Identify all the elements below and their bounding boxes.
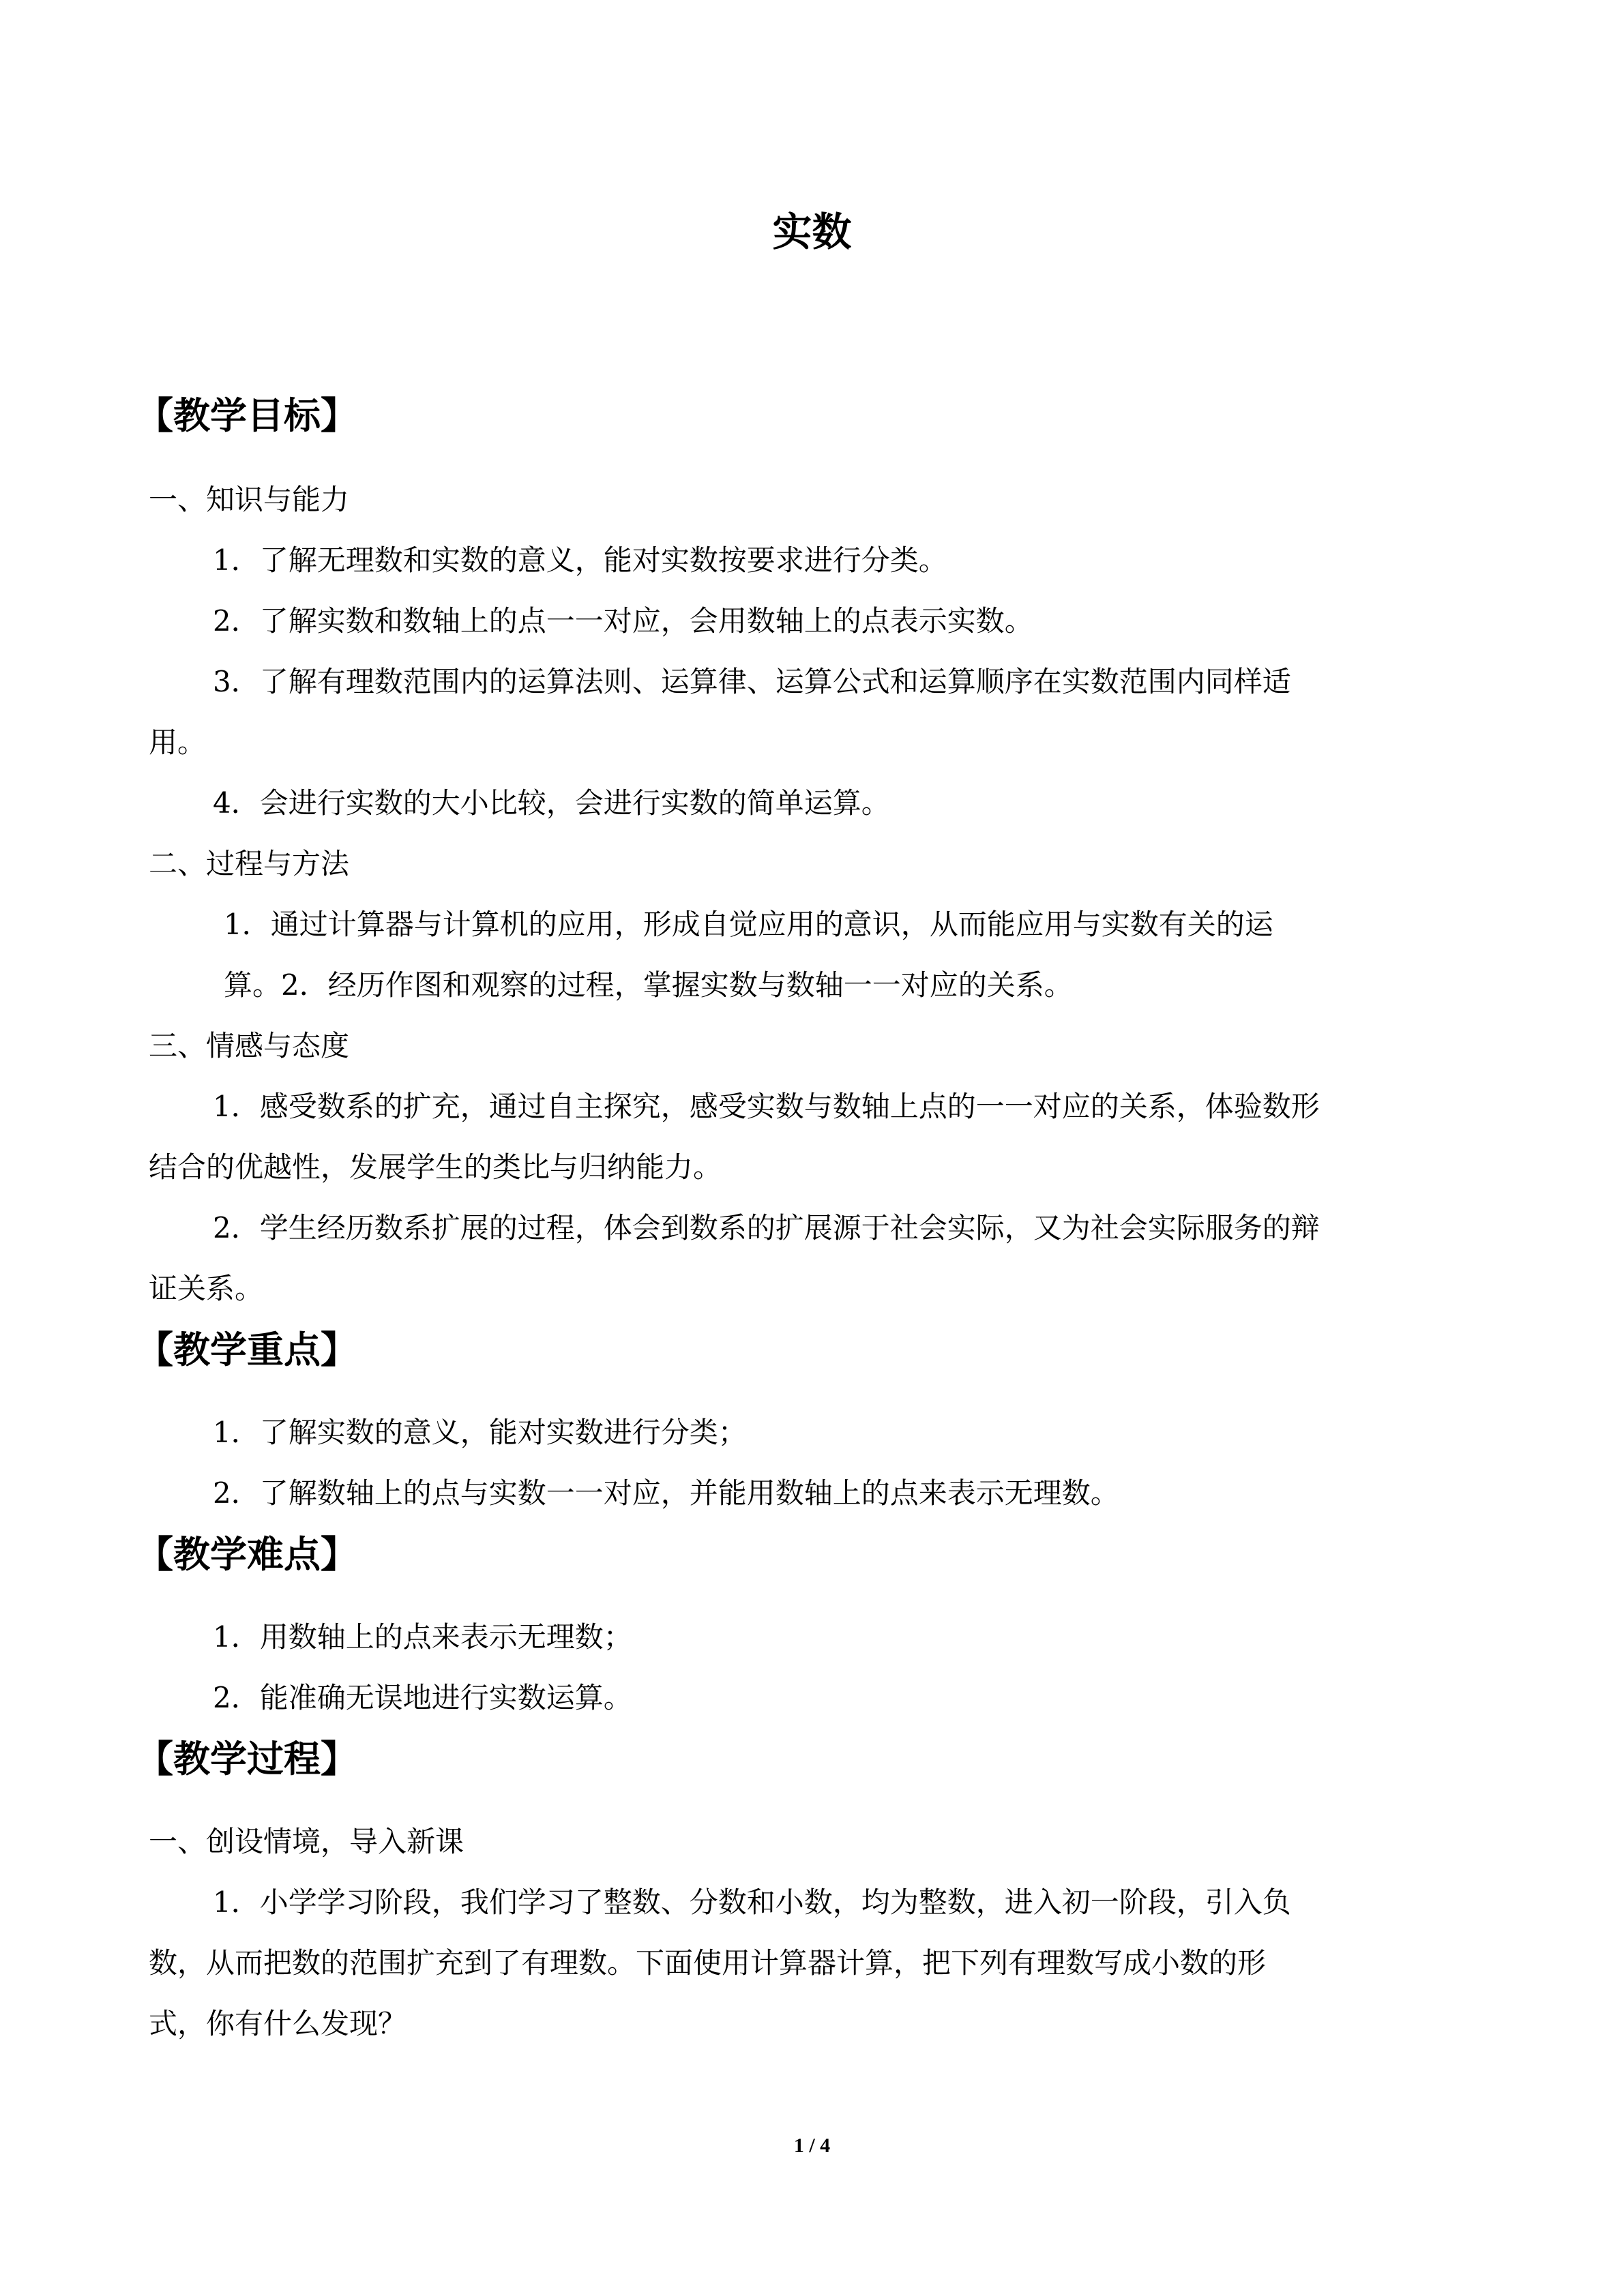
difficulty-item: 2．能准确无误地进行实数运算。 xyxy=(213,1681,632,1714)
page-number: 1 / 4 xyxy=(793,2134,831,2157)
difficulty-item: 1．用数轴上的点来表示无理数； xyxy=(213,1620,632,1654)
objective-item: 1．通过计算器与计算机的应用，形成自觉应用的意识，从而能应用与实数有关的运 xyxy=(224,908,1273,941)
objective-item: 1．感受数系的扩充，通过自主探究，感受实数与数轴上点的一一对应的关系，体验数形 xyxy=(213,1090,1320,1123)
objective-item-continued: 算。2．经历作图和观察的过程，掌握实数与数轴一一对应的关系。 xyxy=(224,968,1073,1002)
key-point-item: 1．了解实数的意义，能对实数进行分类； xyxy=(213,1416,747,1449)
heading-process: 【教学过程】 xyxy=(136,1738,357,1780)
objective-item: 1．了解无理数和实数的意义，能对实数按要求进行分类。 xyxy=(213,543,947,577)
objective-item: 2．学生经历数系扩展的过程，体会到数系的扩展源于社会实际，又为社会实际服务的辩 xyxy=(213,1211,1320,1244)
subheading-process-method: 二、过程与方法 xyxy=(149,847,350,880)
objective-item: 4．会进行实数的大小比较，会进行实数的简单运算。 xyxy=(213,786,890,820)
heading-difficulties: 【教学难点】 xyxy=(136,1533,357,1576)
objective-item: 3．了解有理数范围内的运算法则、运算律、运算公式和运算顺序在实数范围内同样适 xyxy=(213,665,1291,698)
subheading-introduction: 一、创设情境，导入新课 xyxy=(149,1825,464,1858)
heading-key-points: 【教学重点】 xyxy=(136,1328,357,1371)
objective-item-continued: 用。 xyxy=(149,726,207,759)
subheading-knowledge: 一、知识与能力 xyxy=(149,483,350,516)
page-title: 实数 xyxy=(772,209,852,255)
objective-item: 2．了解实数和数轴上的点一一对应，会用数轴上的点表示实数。 xyxy=(213,604,1033,638)
key-point-item: 2．了解数轴上的点与实数一一对应，并能用数轴上的点来表示无理数。 xyxy=(213,1476,1119,1510)
subheading-attitude: 三、情感与态度 xyxy=(149,1029,350,1062)
objective-item-continued: 结合的优越性，发展学生的类比与归纳能力。 xyxy=(149,1150,722,1184)
objective-item-continued: 证关系。 xyxy=(149,1272,264,1305)
process-paragraph-continued: 数，从而把数的范围扩充到了有理数。下面使用计算器计算，把下列有理数写成小数的形 xyxy=(149,1946,1267,1980)
heading-objectives: 【教学目标】 xyxy=(136,394,357,437)
process-paragraph: 1．小学学习阶段，我们学习了整数、分数和小数，均为整数，进入初一阶段，引入负 xyxy=(213,1885,1291,1919)
process-paragraph-continued: 式，你有什么发现？ xyxy=(149,2007,407,2040)
